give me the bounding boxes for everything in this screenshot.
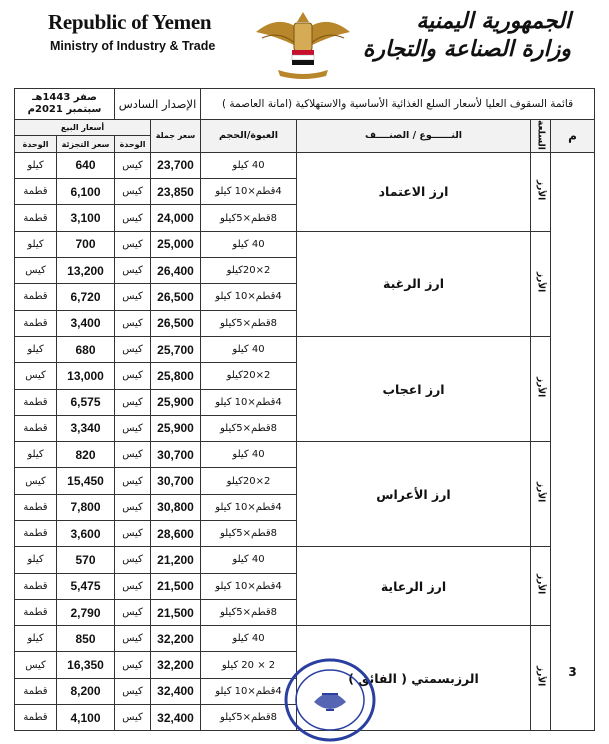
package-header: العبوة/الحجم [201,120,297,153]
unit2-cell: كيلو [15,547,57,573]
product-name-cell: ارز الرغبة [297,231,531,336]
table-row [15,626,595,652]
category-label: الأرز [535,574,546,595]
wholesale-price-cell: 21,500 [151,573,201,599]
wholesale-price-cell: 21,200 [151,547,201,573]
price-table [14,88,595,731]
unit-cell: كيس [115,415,151,441]
unit2-cell: قطمة [15,389,57,415]
table-row [15,442,595,468]
unit2-cell: قطمة [15,573,57,599]
package-cell: 4قطم×10 كيلو [201,494,297,520]
retail-price-cell: 3,600 [57,521,115,547]
package-cell: 4قطم×10 كيلو [201,678,297,704]
wholesale-price-cell: 25,000 [151,231,201,257]
unit-cell: كيس [115,258,151,284]
table-row [15,231,595,257]
wholesale-price-cell: 23,700 [151,152,201,178]
date-gregorian: سبتمبر 2021م [27,104,102,115]
package-cell: 40 كيلو [201,231,297,257]
unit-cell: كيس [115,547,151,573]
category-label: الأرز [535,482,546,503]
retail-header: سعر التجزئة [57,136,115,152]
country-name-en: Republic of Yemen [48,10,212,34]
eagle-emblem-icon [248,6,358,80]
wholesale-header: سعر جملة [151,120,201,153]
wholesale-price-cell: 25,700 [151,336,201,362]
wholesale-price-cell: 32,400 [151,705,201,731]
retail-price-cell: 3,400 [57,310,115,336]
unit2-cell: قطمة [15,521,57,547]
wholesale-price-cell: 30,700 [151,442,201,468]
unit-cell: كيس [115,179,151,205]
package-cell: 4قطم×10 كيلو [201,389,297,415]
wholesale-price-cell: 25,900 [151,389,201,415]
table-row [15,152,595,178]
unit2-cell: قطمة [15,415,57,441]
category-cell [531,231,551,336]
wholesale-price-cell: 30,800 [151,494,201,520]
unit2-cell: كيلو [15,231,57,257]
issue-date-cell [15,89,115,120]
title-row [15,89,595,120]
package-cell: 8قطم×5كيلو [201,205,297,231]
retail-price-cell: 8,200 [57,678,115,704]
product-name-cell: الرزبسمتي ( الفائق ) [297,626,531,731]
unit2-cell: قطمة [15,705,57,731]
table-row [15,336,595,362]
category-cell [531,336,551,441]
wholesale-price-cell: 26,500 [151,284,201,310]
table-row [15,547,595,573]
wholesale-price-cell: 21,500 [151,599,201,625]
package-cell: 2×20كيلو [201,363,297,389]
unit2-header: الوحدة [15,136,57,152]
unit-cell: كيس [115,599,151,625]
product-name-cell: ارز الأعراس [297,442,531,547]
unit-cell: كيس [115,205,151,231]
retail-price-cell: 2,790 [57,599,115,625]
retail-price-cell: 6,575 [57,389,115,415]
category-cell [531,626,551,731]
sale-prices-header: أسعار البيع [15,120,151,136]
country-name-ar: الجمهورية اليمنية [416,8,571,34]
retail-price-cell: 13,200 [57,258,115,284]
package-cell: 2×20كيلو [201,468,297,494]
package-cell: 2 × 20 كيلو [201,652,297,678]
wholesale-price-cell: 28,600 [151,521,201,547]
category-header: السلعة [531,120,551,153]
header-row-1 [15,120,595,136]
unit-cell: كيس [115,152,151,178]
unit-cell: كيس [115,231,151,257]
unit2-cell: كيس [15,468,57,494]
wholesale-price-cell: 23,850 [151,179,201,205]
document-title: قائمة السقوف العليا لأسعار السلع الغذائية الأساسية والاستهلاكية (امانة العاصمة ) [201,89,595,120]
unit2-cell: قطمة [15,179,57,205]
package-cell: 4قطم×10 كيلو [201,179,297,205]
package-cell: 4قطم×10 كيلو [201,284,297,310]
retail-price-cell: 680 [57,336,115,362]
unit2-cell: كيس [15,363,57,389]
unit-cell: كيس [115,521,151,547]
wholesale-price-cell: 25,800 [151,363,201,389]
product-name-cell: ارز الاعتماد [297,152,531,231]
wholesale-price-cell: 32,200 [151,626,201,652]
unit-cell: كيس [115,284,151,310]
unit2-cell: قطمة [15,678,57,704]
retail-price-cell: 6,100 [57,179,115,205]
category-cell [531,152,551,231]
unit-header: الوحدة [115,136,151,152]
type-header: النــــــوع / الصنــــف [297,120,531,153]
unit-cell: كيس [115,494,151,520]
unit2-cell: كيلو [15,626,57,652]
category-label: الأرز [535,179,546,200]
package-cell: 40 كيلو [201,442,297,468]
package-cell: 8قطم×5كيلو [201,521,297,547]
ministry-name-en: Ministry of Industry & Trade [50,39,216,53]
ministry-stamp-icon [282,654,378,744]
unit-cell: كيس [115,652,151,678]
retail-price-cell: 700 [57,231,115,257]
unit-cell: كيس [115,389,151,415]
package-cell: 40 كيلو [201,152,297,178]
retail-price-cell: 820 [57,442,115,468]
arabic-header [363,8,571,62]
row-number-cell: 3 [551,152,595,731]
unit-cell: كيس [115,573,151,599]
category-cell [531,547,551,626]
retail-price-cell: 16,350 [57,652,115,678]
package-cell: 8قطم×5كيلو [201,599,297,625]
unit2-cell: قطمة [15,205,57,231]
retail-price-cell: 4,100 [57,705,115,731]
unit2-cell: كيلو [15,336,57,362]
wholesale-price-cell: 32,200 [151,652,201,678]
unit2-cell: كيلو [15,152,57,178]
category-label: الأرز [535,666,546,687]
unit2-cell: قطمة [15,599,57,625]
wholesale-price-cell: 26,500 [151,310,201,336]
wholesale-price-cell: 24,000 [151,205,201,231]
unit-cell: كيس [115,468,151,494]
ministry-name-ar: وزارة الصناعة والتجارة [362,36,571,62]
category-label: الأرز [535,271,546,292]
retail-price-cell: 7,800 [57,494,115,520]
retail-price-cell: 570 [57,547,115,573]
unit2-cell: قطمة [15,310,57,336]
unit2-cell: كيس [15,652,57,678]
package-cell: 8قطم×5كيلو [201,310,297,336]
retail-price-cell: 3,340 [57,415,115,441]
retail-price-cell: 15,450 [57,468,115,494]
category-cell [531,442,551,547]
retail-price-cell: 5,475 [57,573,115,599]
edition-cell: الإصدار السادس [115,89,201,120]
retail-price-cell: 13,000 [57,363,115,389]
unit-cell: كيس [115,678,151,704]
unit-cell: كيس [115,705,151,731]
date-hijri: صفر 1443هـ [32,92,97,103]
unit2-cell: كيس [15,258,57,284]
retail-price-cell: 850 [57,626,115,652]
category-label: الأرز [535,376,546,398]
unit-cell: كيس [115,310,151,336]
package-cell: 8قطم×5كيلو [201,705,297,731]
english-header [48,10,215,53]
number-header: م [551,120,595,153]
product-name-cell: ارز الرعاية [297,547,531,626]
package-cell: 4قطم×10 كيلو [201,573,297,599]
unit-cell: كيس [115,626,151,652]
unit-cell: كيس [115,336,151,362]
retail-price-cell: 6,720 [57,284,115,310]
product-name-cell: ارز اعجاب [297,336,531,441]
unit-cell: كيس [115,442,151,468]
wholesale-price-cell: 30,700 [151,468,201,494]
wholesale-price-cell: 32,400 [151,678,201,704]
package-cell: 40 كيلو [201,547,297,573]
unit2-cell: كيلو [15,442,57,468]
unit2-cell: قطمة [15,494,57,520]
wholesale-price-cell: 25,900 [151,415,201,441]
retail-price-cell: 3,100 [57,205,115,231]
wholesale-price-cell: 26,400 [151,258,201,284]
unit2-cell: قطمة [15,284,57,310]
retail-price-cell: 640 [57,152,115,178]
package-cell: 2×20كيلو [201,258,297,284]
package-cell: 40 كيلو [201,336,297,362]
package-cell: 40 كيلو [201,626,297,652]
package-cell: 8قطم×5كيلو [201,415,297,441]
unit-cell: كيس [115,363,151,389]
